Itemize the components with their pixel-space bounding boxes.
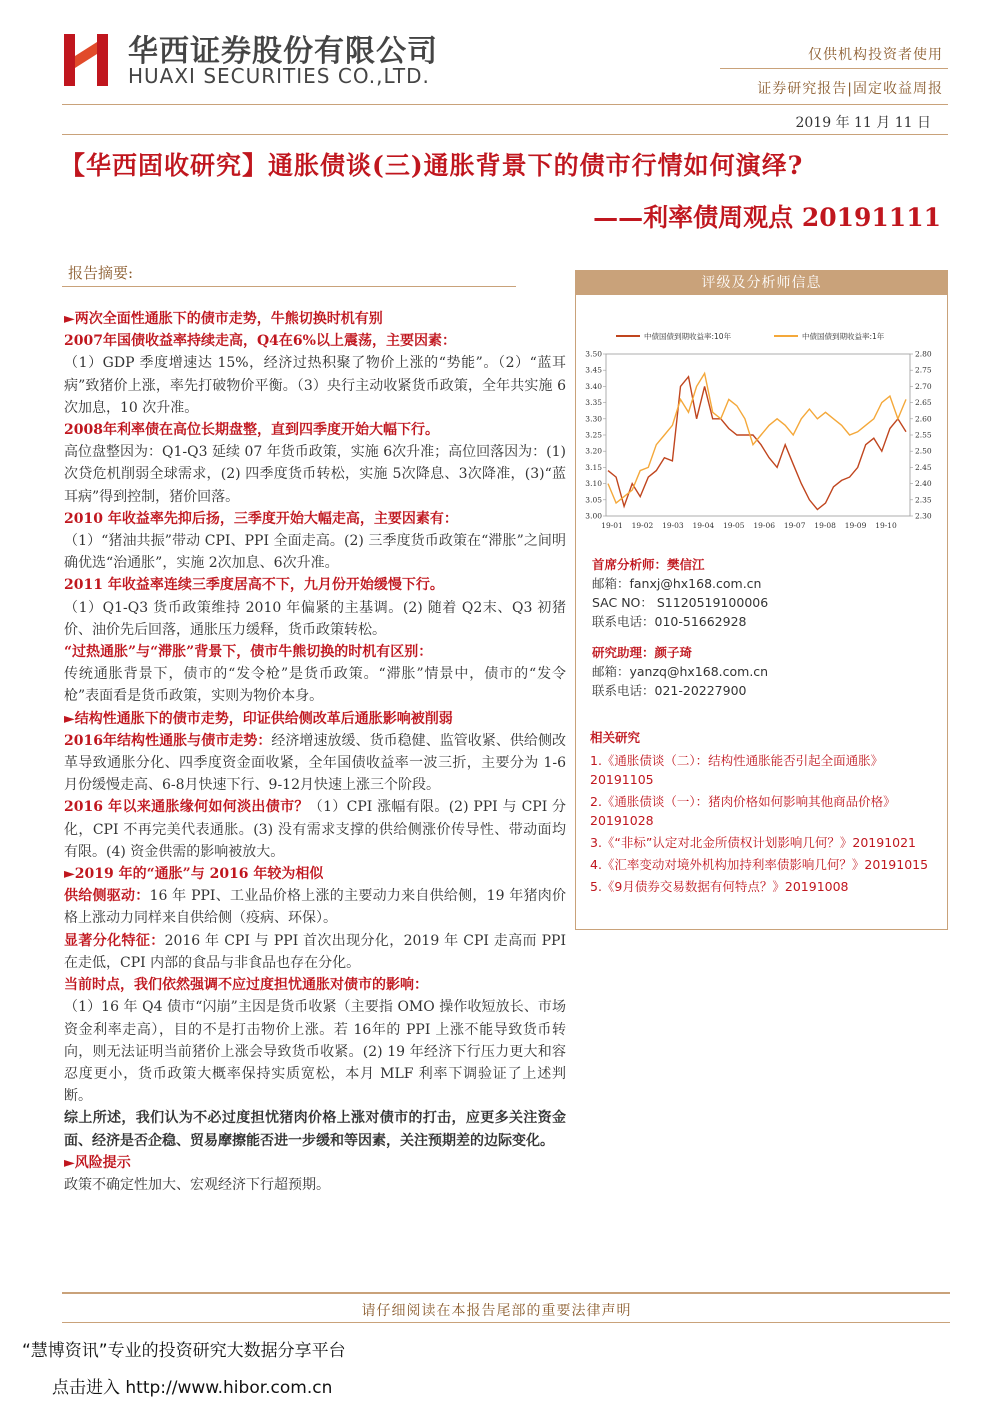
- assistant-name: 颜子琦: [654, 645, 693, 660]
- summary-paragraph: 2007年国债收益率持续走高，Q4在6%以上震荡，主要因素：: [64, 333, 456, 350]
- x-tick-label: 19-01: [601, 521, 623, 530]
- chief-analyst-phone: 联系电话：010-51662928: [592, 614, 747, 629]
- related-item[interactable]: 3.《“非标”认定对北金所债权计划影响几何？》20191021: [590, 835, 917, 850]
- y-tick-label-right: 2.35: [915, 495, 932, 505]
- summary-text: 16 年 PPI、工业品价格上涨的主要动力来自供给侧，19 年猪肉价格上涨动力同样来自供给侧（疫病、环保）。: [64, 888, 566, 927]
- summary-paragraph: 当前时点，我们依然强调不应过度担忧通胀对债市的影响：: [64, 977, 428, 994]
- x-tick-label: 19-06: [753, 521, 776, 530]
- assistant-label: 研究助理：: [592, 645, 655, 660]
- huaxi-logo-icon: [62, 30, 110, 88]
- chief-analyst-label: 首席分析师：: [592, 557, 668, 572]
- plot-frame: [606, 354, 910, 516]
- y-tick-label-right: 2.40: [915, 479, 932, 489]
- y-tick-label-right: 2.55: [915, 430, 932, 440]
- y-tick-label-left: 3.35: [585, 398, 602, 408]
- y-tick-label-right: 2.75: [915, 365, 932, 375]
- summary-paragraph: 2011 年收益率连续三季度居高不下，九月份开始缓慢下行。: [64, 577, 444, 594]
- x-tick-label: 19-10: [875, 521, 897, 530]
- y-tick-label-left: 3.40: [585, 381, 602, 391]
- footer-rule-thin: [62, 1322, 950, 1323]
- summary-paragraph: 综上所述，我们认为不必过度担忧猪肉价格上涨对债市的打击，应更多关注资金面、经济是否企稳、贸易摩擦能否进一步缓和等因素，关注预期差的边际变化。: [64, 1110, 566, 1149]
- series-line: [608, 377, 906, 510]
- summary-paragraph: ►结构性通胀下的债市走势，印证供给侧改革后通胀影响被削弱: [64, 710, 453, 727]
- summary-paragraph: 2008年利率债在高位长期盘整，直到四季度开始大幅下行。: [64, 422, 439, 439]
- summary-lead: 2016年结构性通胀与债市走势：: [64, 732, 272, 749]
- legend-label: 中债国债到期收益率:10年: [644, 332, 732, 341]
- related-item[interactable]: 5.《9月债券交易数据有何特点？》20191008: [590, 879, 849, 894]
- y-tick-label-right: 2.80: [915, 349, 932, 359]
- yield-chart: [576, 322, 946, 540]
- summary-paragraph: ►风险提示: [64, 1154, 131, 1171]
- report-subtitle: ——利率债周观点 20191111: [593, 203, 941, 232]
- chief-analyst-email[interactable]: 邮箱：fanxj@hx168.com.cn: [592, 576, 762, 591]
- summary-paragraph: [64, 796, 566, 863]
- legend-label: 中债国债到期收益率:1年: [802, 332, 885, 341]
- footer-rule: [62, 1292, 950, 1294]
- summary-lead: 供给侧驱动：: [64, 888, 150, 905]
- analyst-info: [592, 555, 937, 712]
- summary-paragraph: ►两次全面性通胀下的债市走势，牛熊切换时机有别: [64, 311, 383, 327]
- related-item[interactable]: 4.《汇率变动对境外机构加持利率债影响几何？》20191015: [590, 857, 929, 872]
- y-tick-label-left: 3.15: [585, 462, 602, 472]
- x-tick-label: 19-05: [722, 521, 745, 530]
- summary-paragraph: [64, 885, 566, 929]
- x-tick-label: 19-08: [814, 521, 836, 530]
- company-name-en: HUAXI SECURITIES CO.,LTD.: [128, 64, 430, 88]
- company-name-cn: 华西证券股份有限公司: [128, 34, 438, 69]
- summary-paragraph: 高位盘整因为：Q1-Q3 延续 07 年货币政策，实施 6次升准；高位回落因为：(1) 次贷危机削弱全球需求，(2) 四季度货币转松，实施 5次降息、3次降准，(3)“蓝耳病”得到控制，猪价回落。: [64, 444, 566, 505]
- y-tick-label-left: 3.05: [585, 495, 602, 505]
- header-divider: [720, 68, 948, 69]
- hibor-link[interactable]: 点击进入 http://www.hibor.com.cn: [52, 1378, 333, 1398]
- related-item[interactable]: 1.《通胀债谈（二）：结构性通胀能否引起全面通胀》20191105: [590, 753, 884, 787]
- y-tick-label-right: 2.60: [915, 414, 932, 424]
- summary-body: [64, 308, 566, 1196]
- summary-lead: 显著分化特征：: [64, 932, 165, 949]
- summary-paragraph: 政策不确定性加大、宏观经济下行超预期。: [64, 1176, 330, 1193]
- summary-paragraph: 2010 年收益率先抑后扬，三季度开始大幅走高，主要因素有：: [64, 510, 458, 527]
- summary-paragraph: ►2019 年的“通胀”与 2016 年较为相似: [64, 866, 324, 883]
- related-item[interactable]: 2.《通胀债谈（一）：猪肉价格如何影响其他商品价格》20191028: [590, 794, 896, 828]
- summary-paragraph: （1）GDP 季度增速达 15%，经济过热积聚了物价上涨的“势能”。（2）“蓝耳病”致猪价上涨，率先打破物价平衡。（3）央行主动收紧货币政策，全年共实施 6次加息，10 次升准。: [64, 355, 566, 416]
- y-tick-label-right: 2.70: [915, 381, 932, 391]
- y-tick-label-left: 3.30: [585, 414, 602, 424]
- related-research: [590, 728, 935, 899]
- report-title: 【华西固收研究】通胀债谈(三)通胀背景下的债市行情如何演绎?: [60, 151, 804, 180]
- assistant-email[interactable]: 邮箱：yanzq@hx168.com.cn: [592, 664, 769, 679]
- series-line: [608, 373, 906, 503]
- y-tick-label-right: 2.50: [915, 446, 932, 456]
- hibor-slogan: “慧博资讯”专业的投资研究大数据分享平台: [22, 1341, 346, 1361]
- y-tick-label-left: 3.10: [585, 479, 602, 489]
- chief-analyst-name: 樊信江: [667, 557, 705, 572]
- x-tick-label: 19-09: [844, 521, 867, 530]
- summary-text: （1）CPI 涨幅有限。(2) PPI 与 CPI 分化，CPI 不再完美代表通胀。(3) 没有需求支撑的供给侧涨价传导性、带动面均有限。(4) 资金供需的影响被放大。: [64, 799, 567, 860]
- audience-note: 仅供机构投资者使用: [808, 47, 943, 63]
- y-tick-label-left: 3.00: [585, 511, 602, 521]
- x-tick-label: 19-03: [662, 521, 684, 530]
- y-tick-label-right: 2.45: [915, 462, 932, 472]
- panel-heading: 评级及分析师信息: [576, 271, 947, 295]
- header-rule: [62, 104, 948, 105]
- x-tick-label: 19-02: [631, 521, 654, 530]
- summary-paragraph: （1）Q1-Q3 货币政策维持 2010 年偏紧的主基调。(2) 随着 Q2末、Q3 初猪价、油价先后回落，通胀压力缓释，货币政策转松。: [64, 599, 566, 638]
- y-tick-label-left: 3.50: [585, 349, 602, 359]
- y-tick-label-left: 3.45: [585, 365, 602, 375]
- legal-disclaimer: 请仔细阅读在本报告尾部的重要法律声明: [361, 1303, 632, 1319]
- summary-paragraph: [64, 730, 566, 797]
- y-tick-label-left: 3.20: [585, 446, 602, 456]
- date-rule: [62, 134, 948, 135]
- report-type: 证券研究报告|固定收益周报: [757, 81, 943, 97]
- summary-paragraph: （1）16 年 Q4 债市“闪崩”主因是货币收紧（主要指 OMO 操作收短放长、市场资金利率走高），目的不是打击物价上涨。若 16年的 PPI 上涨不能导致货币转向，则无法证明当前猪价上涨会导致货币收紧。(2) 19 年经济下行压力更大和容忍度更小，货币政策大概率保持实质宽松，本月 MLF 利率下调验证了上述判断。: [64, 999, 566, 1105]
- y-tick-label-right: 2.65: [915, 398, 932, 408]
- summary-paragraph: [64, 930, 566, 974]
- summary-text: 经济增速放缓、货币稳健、监管收紧、供给侧改革导致通胀分化、四季度资金面收紧，全年国债收益率一波三折，主要分为 1-6月份缓慢走高、6-8月快速下行、9-12月快速上涨三个阶段。: [64, 732, 566, 794]
- x-tick-label: 19-04: [692, 521, 715, 530]
- y-tick-label-left: 3.25: [585, 430, 602, 440]
- x-tick-label: 19-07: [783, 521, 806, 530]
- chief-analyst-sac: SAC NO： S1120519100006: [592, 595, 769, 610]
- related-research-label: 相关研究: [590, 730, 641, 745]
- summary-text: 2016 年 CPI 与 PPI 首次出现分化，2019 年 CPI 走高而 PPI 在走低，CPI 内部的食品与非食品也存在分化。: [64, 932, 567, 971]
- summary-lead: 2016 年以来通胀缘何如何淡出债市？: [64, 799, 309, 816]
- summary-paragraph: “过热通胀”与“滞胀”背景下，债市牛熊切换的时机有区别：: [64, 644, 433, 661]
- summary-heading: 报告摘要:: [68, 264, 134, 282]
- summary-paragraph: （1）“猪油共振”带动 CPI、PPI 全面走高。(2) 三季度货币政策在“滞胀”之间明确优选“治通胀”，实施 2次加息、6次升准。: [64, 533, 566, 572]
- assistant-phone: 联系电话：021-20227900: [592, 683, 747, 698]
- summary-paragraph: 传统通胀背景下，债市的“发令枪”是货币政策。“滞胀”情景中，债市的“发令枪”表面看是货币政策，实则为物价本身。: [64, 666, 566, 705]
- summary-rule: [62, 286, 516, 287]
- report-date: 2019 年 11 月 11 日: [795, 115, 931, 131]
- y-tick-label-right: 2.30: [915, 511, 932, 521]
